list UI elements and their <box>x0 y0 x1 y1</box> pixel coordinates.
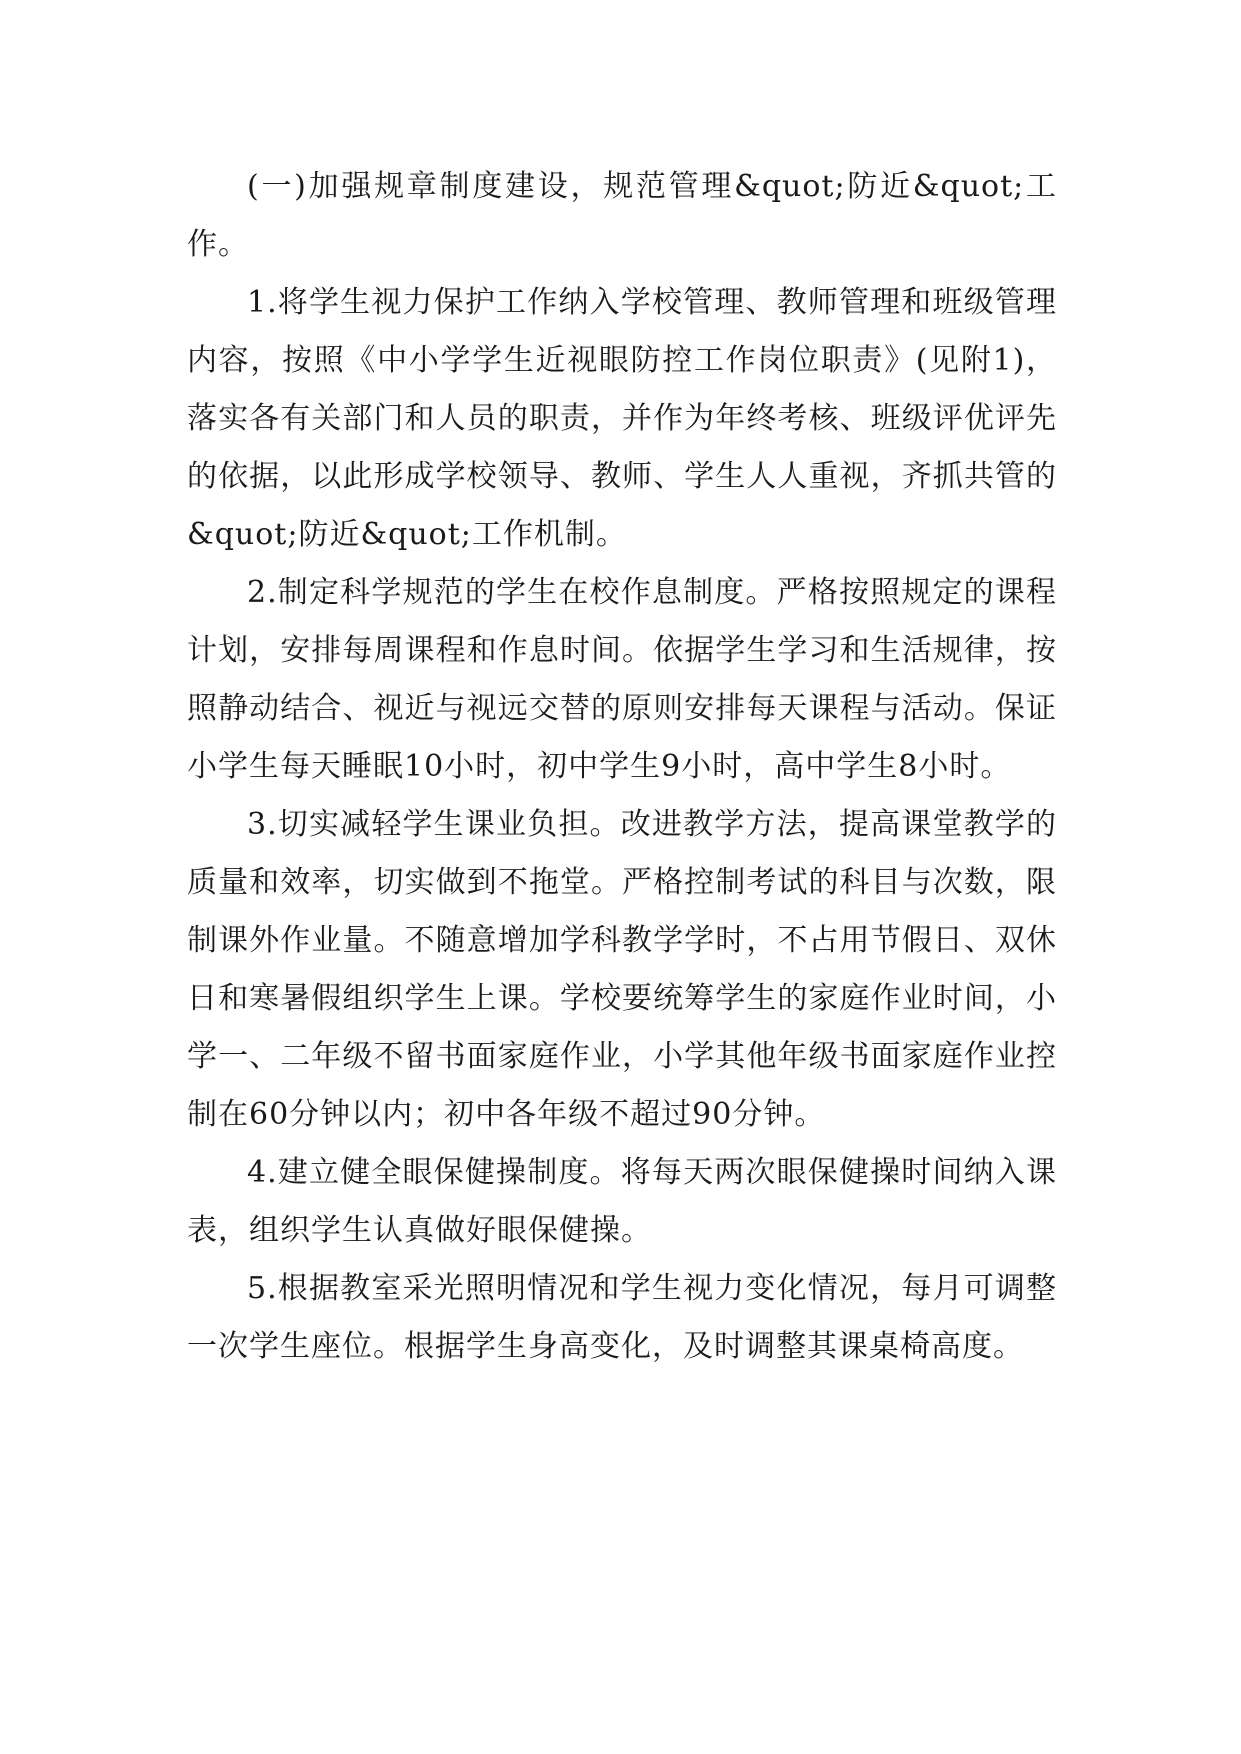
document-body <box>187 158 1057 1376</box>
paragraph-item-2: 2.制定科学规范的学生在校作息制度。严格按照规定的课程计划，安排每周课程和作息时间。依据学生学习和生活规律，按照静动结合、视近与视远交替的原则安排每天课程与活动。保证小学生每天睡眠10小时，初中学生9小时，高中学生8小时。 <box>187 575 1057 784</box>
paragraph-item-3: 3.切实减轻学生课业负担。改进教学方法，提高课堂教学的质量和效率，切实做到不拖堂。严格控制考试的科目与次数，限制课外作业量。不随意增加学科教学学时，不占用节假日、双休日和寒暑假组织学生上课。学校要统筹学生的家庭作业时间，小学一、二年级不留书面家庭作业，小学其他年级书面家庭作业控制在60分钟以内；初中各年级不超过90分钟。 <box>187 807 1057 1132</box>
paragraph-item-4: 4.建立健全眼保健操制度。将每天两次眼保健操时间纳入课表，组织学生认真做好眼保健操。 <box>187 1155 1057 1248</box>
paragraph-item-1: 1.将学生视力保护工作纳入学校管理、教师管理和班级管理内容，按照《中小学学生近视眼防控工作岗位职责》(见附1)，落实各有关部门和人员的职责，并作为年终考核、班级评优评先的依据，以此形成学校领导、教师、学生人人重视，齐抓共管的&quot;防近&quot;工作机制。 <box>187 285 1057 552</box>
section-heading-paragraph: (一)加强规章制度建设，规范管理&quot;防近&quot;工作。 <box>187 169 1057 262</box>
paragraph-item-5: 5.根据教室采光照明情况和学生视力变化情况，每月可调整一次学生座位。根据学生身高变化，及时调整其课桌椅高度。 <box>187 1271 1057 1364</box>
